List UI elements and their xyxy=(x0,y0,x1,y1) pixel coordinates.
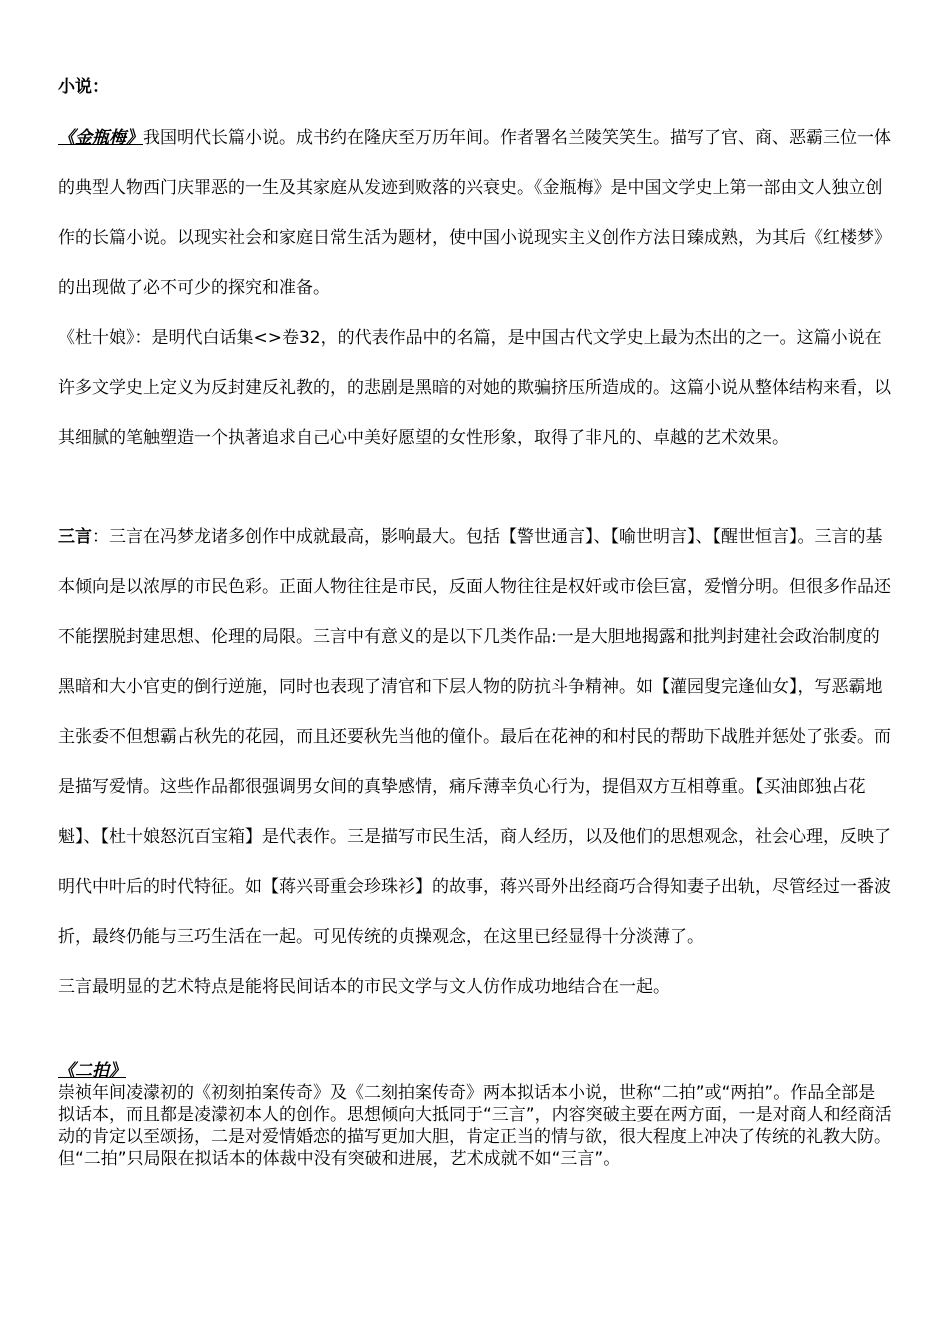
sanyan-paragraph xyxy=(58,512,892,1012)
jinpingmei-body: 我国明代长篇小说。成书约在隆庆至万历年间。作者署名兰陵笑笑生。描写了官、商、恶霸三位一体的典型人物西门庆罪恶的一生及其家庭从发迹到败落的兴衰史。《金瓶梅》是中国文学史上第一部由文人独立创作的长篇小说。以现实社会和家庭日常生活为题材，使中国小说现实主义创作方法日臻成熟，为其后《红楼梦》的出现做了必不可少的探究和准备。 xyxy=(58,128,891,298)
sanyan-closing: 三言最明显的艺术特点是能将民间话本的市民文学与文人仿作成功地结合在一起。 xyxy=(58,977,670,997)
erpai-title: 《二拍》 xyxy=(58,1061,126,1081)
dushiniang-text: 《杜十娘》：是明代白话集<>卷32，的代表作品中的名篇，是中国古代文学史上最为杰出的之一。这篇小说在许多文学史上定义为反封建反礼教的，的悲剧是黑暗的对她的欺骗挤压所造成的。这篇小说从整体结构来看，以其细腻的笔触塑造一个执著追求自己心中美好愿望的女性形象，取得了非凡的、卓越的艺术效果。 xyxy=(58,328,891,448)
jinpingmei-title: 《金瓶梅》 xyxy=(58,128,143,148)
section-heading: 小说： xyxy=(58,77,109,97)
erpai-body: 崇祯年间凌濛初的《初刻拍案传奇》及《二刻拍案传奇》两本拟话本小说，世称“二拍”或“两拍”。作品全部是拟话本，而且都是凌濛初本人的创作。思想倾向大抵同于“三言”，内容突破主要在两方面，一是对商人和经商活动的肯定以至颂扬，二是对爱情婚恋的描写更加大胆，肯定正当的情与欲，很大程度上冲决了传统的礼教大防。但“二拍”只局限在拟话本的体裁中没有突破和进展，艺术成就不如“三言”。 xyxy=(58,1083,892,1169)
sanyan-body: ：三言在冯梦龙诸多创作中成就最高，影响最大。包括【警世通言】、【喻世明言】、【醒世恒言】。三言的基本倾向是以浓厚的市民色彩。正面人物往往是市民，反面人物往往是权奸或市侩巨富，爱憎分明。但很多作品还不能摆脱封建思想、伦理的局限。三言中有意义的是以下几类作品:一是大胆地揭露和批判封建社会政治制度的黑暗和大小官吏的倒行逆施，同时也表现了清官和下层人物的防抗斗争精神。如【灌园叟完逢仙女】，写恶霸地主张委不但想霸占秋先的花园，而且还要秋先当他的僮仆。最后在花神的和村民的帮助下战胜并惩处了张委。而是描写爱情。这些作品都很强调男女间的真挚感情，痛斥薄幸负心行为，提倡双方互相尊重。【买油郎独占花魁】、【杜十娘怒沉百宝箱】是代表作。三是描写市民生活，商人经历，以及他们的思想观念，社会心理，反映了明代中叶后的时代特征。如【蒋兴哥重会珍珠衫】的故事，蒋兴哥外出经商巧合得知妻子出轨，尽管经过一番波折，最终仍能与三巧生活在一起。可见传统的贞操观念，在这里已经显得十分淡薄了。 xyxy=(58,527,891,947)
sanyan-title: 三言 xyxy=(58,527,92,547)
erpai-paragraph xyxy=(58,1060,892,1170)
jinpingmei-paragraph xyxy=(58,113,892,313)
dushiniang-paragraph xyxy=(58,313,892,463)
